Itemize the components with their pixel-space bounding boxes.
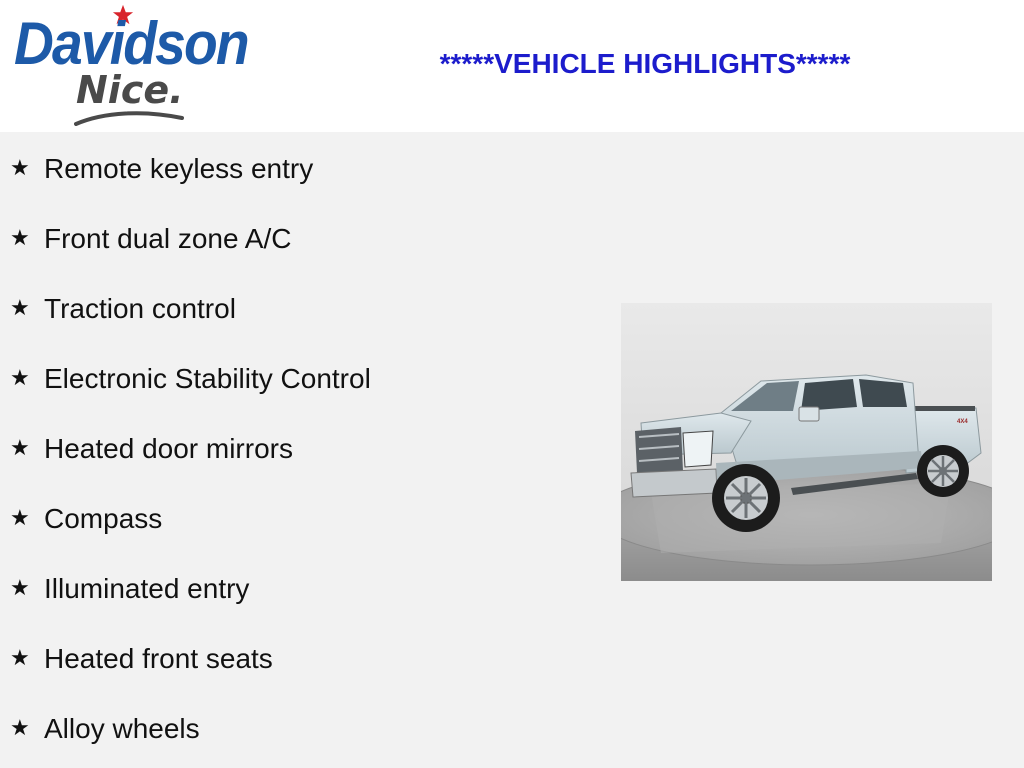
- star-bullet-icon: ★: [10, 296, 30, 321]
- feature-label: Illuminated entry: [44, 573, 250, 604]
- feature-label: Electronic Stability Control: [44, 363, 371, 394]
- header: [0, 0, 1024, 132]
- star-bullet-icon: ★: [10, 506, 30, 531]
- list-item: [0, 710, 600, 750]
- feature-label: Alloy wheels: [44, 713, 200, 744]
- list-item: [0, 640, 600, 680]
- vehicle-photo: [621, 303, 992, 581]
- star-bullet-icon: ★: [10, 716, 30, 741]
- star-bullet-icon: ★: [10, 226, 30, 251]
- list-item: [0, 430, 600, 470]
- feature-label: Heated front seats: [44, 643, 273, 674]
- star-bullet-icon: ★: [10, 576, 30, 601]
- star-bullet-icon: ★: [10, 156, 30, 181]
- list-item: [0, 500, 600, 540]
- star-bullet-icon: ★: [10, 366, 30, 391]
- logo-wordmark-top: Davidson: [14, 10, 248, 77]
- list-item: [0, 220, 600, 260]
- feature-label: Front dual zone A/C: [44, 223, 292, 254]
- feature-label: Traction control: [44, 293, 236, 324]
- dealer-logo: [12, 6, 262, 128]
- star-bullet-icon: ★: [10, 436, 30, 461]
- logo-wordmark-bottom: Nice.: [76, 68, 184, 112]
- star-bullet-icon: ★: [10, 646, 30, 671]
- logo-swoosh-icon: [74, 108, 184, 126]
- badge-text: 4X4: [957, 419, 968, 425]
- feature-label: Compass: [44, 503, 163, 534]
- pickup-truck-photo: [621, 303, 992, 581]
- list-item: [0, 360, 600, 400]
- page-headline: *****VEHICLE HIGHLIGHTS*****: [439, 48, 851, 79]
- list-item: [0, 570, 600, 610]
- feature-label: Heated door mirrors: [44, 433, 293, 464]
- list-item: [0, 290, 600, 330]
- list-item: [0, 150, 600, 190]
- feature-label: Remote keyless entry: [44, 153, 314, 184]
